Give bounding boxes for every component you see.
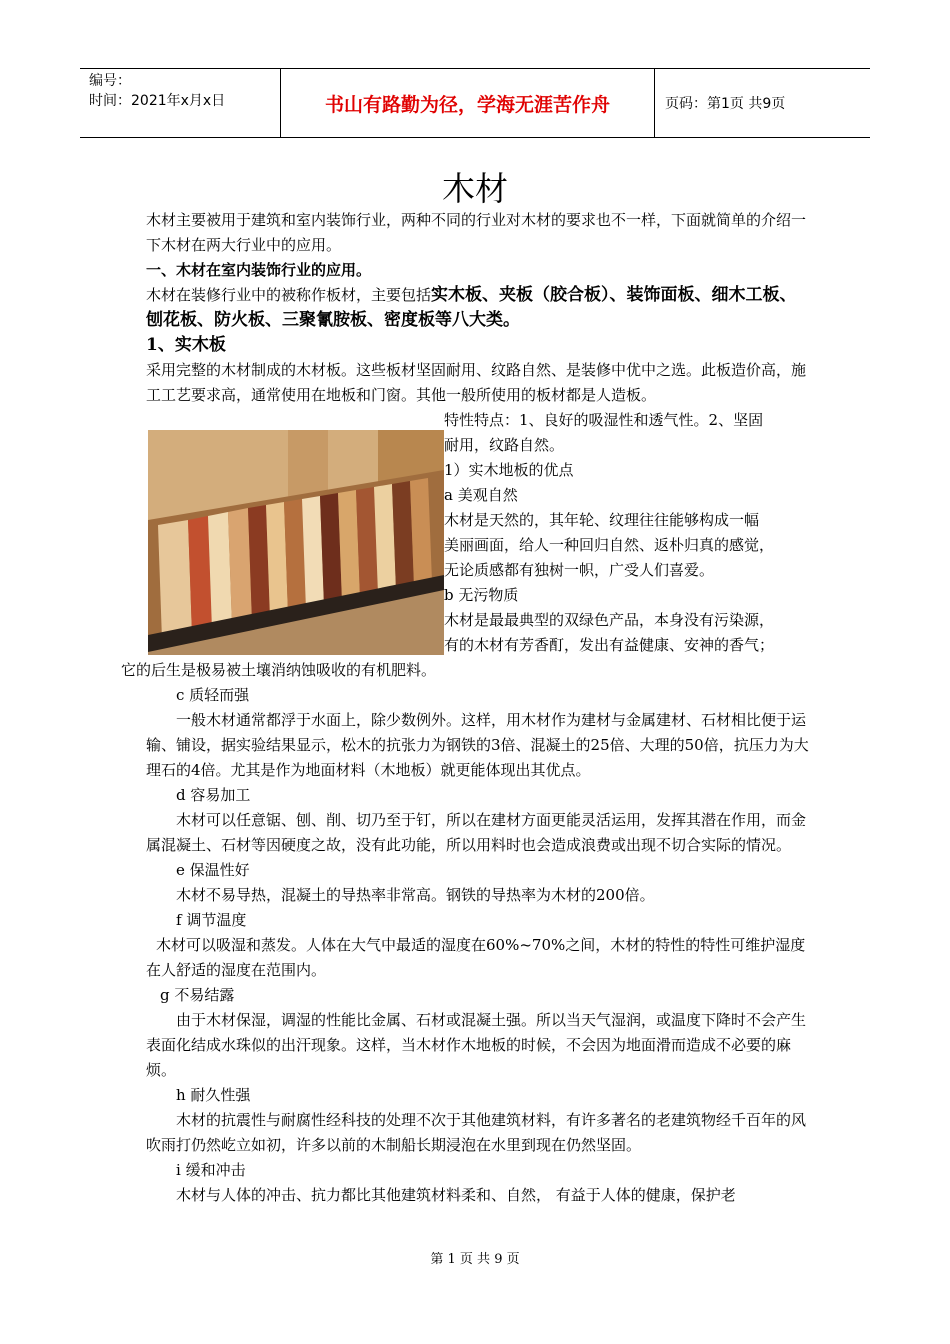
number-label: 编号： [89,73,131,89]
side-line: 无论质感都有独树一帜，广受人们喜爱。 [444,561,715,579]
side-continuation: 它的后生是极易被土壤消纳蚀吸收的有机肥料。 [121,661,437,679]
header-page-info: 页码：第1页 共9页 [665,96,786,112]
item-text: 由于木材保湿，调湿的性能比金属、石材或混凝土强。所以当天气湿润，或温度下降时不会产生表面化结成水珠似的出汗现象。这样，当木材作木地板的时候，不会因为地面滑而造成不必要的麻烦。 [146,1011,807,1079]
item-text: 木材与人体的冲击、抗力都比其他建筑材料柔和、自然， 有益于人体的健康，保护老 [176,1186,736,1204]
item-text: 一般木材通常都浮于水面上，除少数例外。这样，用木材作为建材与金属建材、石材相比便于运输、铺设，据实验结果显示，松木的抗张力为钢铁的3倍、混凝土的25倍、大理的50倍，抗压力为大理石的4倍。尤其是作为地面材料（木地板）就更能体现出其优点。 [146,711,809,779]
types-prefix: 木材在装修行业中的被称作板材，主要包括 [146,286,432,304]
side-line: 木材是天然的，其年轮、纹理往往能够构成一幅 [444,511,760,529]
page-header [80,68,870,138]
item-text: 木材可以任意锯、刨、削、切乃至于钉，所以在建材方面更能灵活运用，发挥其潜在作用，而金属混凝土、石材等因硬度之故，没有此功能，所以用料时也会造成浪费或出现不切合实际的情况。 [146,811,807,854]
item-heading: e 保温性好 [176,861,250,879]
document-body [121,208,810,1208]
header-motto: 书山有路勤为径，学海无涯苦作舟 [281,69,655,137]
item-text: 木材的抗震性与耐腐性经科技的处理不次于其他建筑材料，有许多著名的老建筑物经千百年的风吹雨打仍然屹立如初，许多以前的木制船长期浸泡在水里到现在仍然坚固。 [146,1111,807,1154]
item-text: 木材可以吸湿和蒸发。人体在大气中最适的湿度在60%~70%之间，木材的特性的特性可维护湿度在人舒适的湿度在范围内。 [146,936,806,979]
item-heading: f 调节温度 [176,911,247,929]
page-footer: 第 1 页 共 9 页 [430,1252,520,1267]
solid-wood-desc: 采用完整的木材制成的木材板。这些板材坚固耐用、纹路自然、是装修中优中之选。此板造价高，施工工艺要求高，通常使用在地板和门窗。其他一般所使用的板材都是人造板。 [146,361,807,404]
section-heading-1: 一、木材在室内装饰行业的应用。 [146,261,372,279]
sub-heading-solid-wood: 1、实木板 [146,335,226,355]
item-heading: c 质轻而强 [176,686,250,704]
document-title: 木材 [442,169,508,208]
date-label: 时间：2021年x月x日 [89,93,226,109]
side-line: 1）实木地板的优点 [444,461,574,479]
side-line: 耐用，纹路自然。 [444,436,565,454]
item-heading: i 缓和冲击 [176,1161,246,1179]
intro-paragraph: 木材主要被用于建筑和室内装饰行业，两种不同的行业对木材的要求也不一样，下面就简单的介绍一下木材在两大行业中的应用。 [146,211,807,254]
types-list: 实木板、夹板（胶合板）、装饰面板、细木工板、刨花板、防火板、三聚氰胺板、密度板等八大类。 [146,285,797,330]
wood-panels-photo [148,430,444,655]
item-heading: g 不易结露 [160,986,235,1004]
side-line: a 美观自然 [444,486,518,504]
types-paragraph [146,283,810,333]
header-meta [80,69,281,137]
item-heading: d 容易加工 [176,786,251,804]
side-line: 木材是最最典型的双绿色产品，本身没有污染源， [444,611,775,629]
side-line: 特性特点：1、良好的吸湿性和透气性。2、坚固 [444,411,764,429]
side-line: 有的木材有芳香酊，发出有益健康、安神的香气； [444,636,775,654]
side-line: 美丽画面，给人一种回归自然、返朴归真的感觉， [444,536,775,554]
item-text: 木材不易导热，混凝土的导热率非常高。钢铁的导热率为木材的200倍。 [176,886,655,904]
item-heading: h 耐久性强 [176,1086,251,1104]
side-line: b 无污物质 [444,586,519,604]
wood-panels-illustration [148,430,444,655]
